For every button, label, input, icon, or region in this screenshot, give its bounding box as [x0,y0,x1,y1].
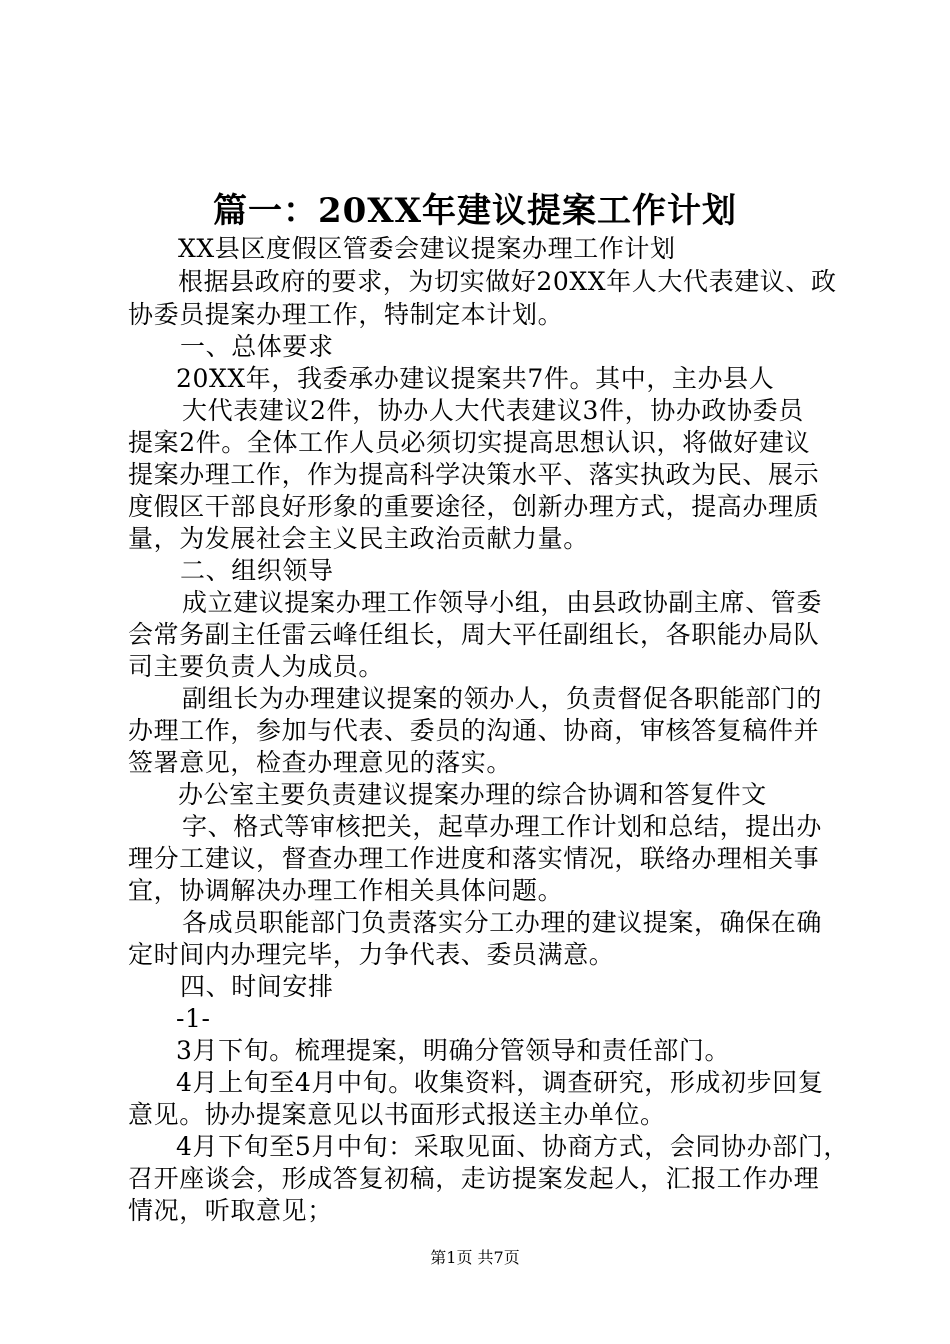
text-line: 成立建议提案办理工作领导小组，由县政协副主席、管委 [182,588,823,617]
text-line: 办理工作，参加与代表、委员的沟通、协商，审核答复稿件并 [128,716,820,745]
text-line: 理分工建议，督查办理工作进度和落实情况，联络办理相关事 [128,844,820,873]
page-footer: 第1页 共7页 [430,1248,520,1267]
text-line: 字、格式等审核把关，起草办理工作计划和总结，提出办 [182,812,823,841]
text-line: 量，为发展社会主义民主政治贡献力量。 [128,524,589,553]
text-line: 大代表建议2件，协办人大代表建议3件，协办政协委员 [182,396,804,425]
text-line: 签署意见，检查办理意见的落实。 [128,748,513,777]
text-line: 4月上旬至4月中旬。收集资料，调查研究，形成初步回复 [176,1068,824,1097]
text-line: 副组长为办理建议提案的领办人，负责督促各职能部门的 [182,684,823,713]
text-line: 提案2件。全体工作人员必须切实提高思想认识，将做好建议 [128,428,811,457]
text-line: XX县区度假区管委会建议提案办理工作计划 [178,234,676,263]
text-line: 协委员提案办理工作，特制定本计划。 [128,300,564,329]
text-line: 会常务副主任雷云峰任组长，周大平任副组长，各职能办局队 [128,620,820,649]
text-line: 定时间内办理完毕，力争代表、委员满意。 [128,940,615,969]
text-line: 办公室主要负责建议提案办理的综合协调和答复件文 [178,780,767,809]
text-line: 提案办理工作，作为提高科学决策水平、落实执政为民、展示 [128,460,820,489]
section-heading: 二、组织领导 [180,556,334,585]
document-title: 篇一：20XX年建议提案工作计划 [212,191,738,231]
inline-page-marker: -1- [176,1004,211,1033]
text-line: 4月下旬至5月中旬：采取见面、协商方式，会同协办部门， [176,1132,850,1161]
text-line: 3月下旬。梳理提案，明确分管领导和责任部门。 [176,1036,731,1065]
text-line: 召开座谈会，形成答复初稿，走访提案发起人，汇报工作办理 [128,1164,820,1193]
text-line: 意见。协办提案意见以书面形式报送主办单位。 [128,1100,666,1129]
section-heading: 一、总体要求 [180,332,334,361]
text-line: 根据县政府的要求，为切实做好20XX年人大代表建议、政 [178,267,837,296]
text-line: 度假区干部良好形象的重要途径，创新办理方式，提高办理质 [128,492,820,521]
text-line: 20XX年，我委承办建议提案共7件。其中，主办县人 [176,364,775,393]
section-heading: 四、时间安排 [180,972,334,1001]
text-line: 司主要负责人为成员。 [128,652,385,681]
text-line: 各成员职能部门负责落实分工办理的建议提案，确保在确 [182,908,823,937]
text-line: 情况，听取意见； [128,1196,333,1225]
text-line: 宜，协调解决办理工作相关具体问题。 [128,876,564,905]
